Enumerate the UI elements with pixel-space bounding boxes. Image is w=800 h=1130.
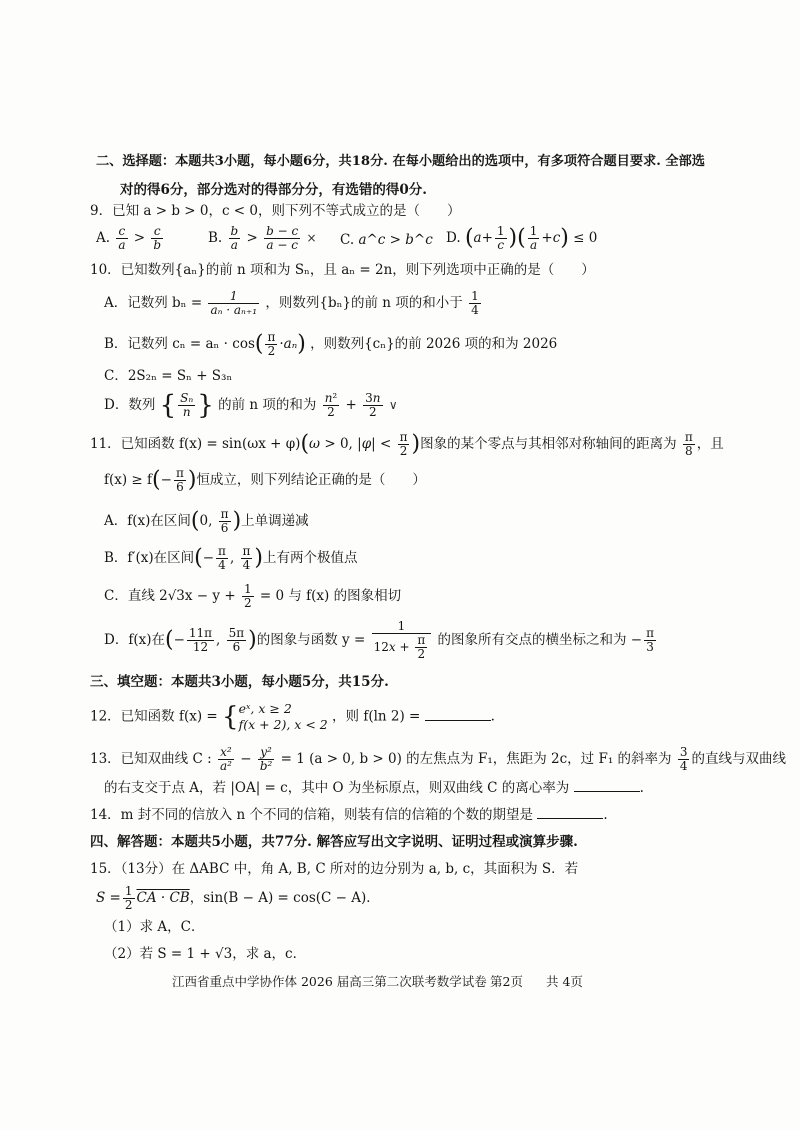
- q15-condition: S = $\frac{1}{2}$ CA · CB，sin(B − A) = cos(C − A)．: [96, 884, 380, 912]
- q14-answer-blank[interactable]: [537, 806, 603, 819]
- section4-title: 四、解答题：本题共5小题，共77分. 解答应写出文字说明、证明过程或演算步骤.: [90, 834, 578, 850]
- footer-total-pages: 共 4页: [546, 974, 583, 989]
- q10-handwritten-mark: ∨: [388, 398, 398, 412]
- footer-title: 江西省重点中学协作体 2026 届高三第二次联考数学试卷: [172, 974, 487, 989]
- q11-option-b: B．f′(x)在区间(− $\frac{\pi}{4}$ , $\frac{\pi}{4}$ )上有两个极值点: [104, 544, 358, 572]
- q9-option-c: C. a^c > b^c: [340, 232, 433, 248]
- section3-title: 三、填空题：本题共3小题，每小题5分，共15分.: [90, 674, 389, 690]
- section2-title: 二、选择题：本题共3小题，每小题6分，共18分. 在每小题给出的选项中，有多项符合题目要求. 全部选: [96, 154, 705, 169]
- q13-answer-blank[interactable]: [574, 779, 640, 792]
- q11-option-d: D．f(x)在(− $\frac{11\pi}{12}$ , $\frac{5\pi}{6}$ )的图象与函数 y = 1 12x + $\frac{\pi}{2}$ 的图象所有交点的横坐标之和为 − $\frac{\pi}{3}$: [104, 619, 655, 661]
- q12-stem: 12．已知函数 f(x) = { eˣ, x ≥ 2 f(x + 2), x < 2 ，则 f(ln 2) = .: [90, 701, 495, 732]
- q10-option-a: A．记数列 bₙ = $\frac{1}{\text{aₙ · aₙ₊₁}}$ ，则数列{bₙ}的前 n 项的和小于 $\frac{1}{4}$: [104, 289, 479, 317]
- q15-stem: 15．（13分）在 ΔABC 中，角 A, B, C 所对的边分别为 a, b, c，其面积为 S．若: [90, 861, 579, 877]
- q10-option-b: B．记数列 cₙ = aₙ · cos( $\frac{\pi}{2}$ ·aₙ) ，则数列{cₙ}的前 2026 项的和为 2026: [104, 330, 558, 358]
- q9-option-b: B. $\frac{b}{a}$ > $\frac{b - c}{a - c}$ ×: [208, 224, 317, 252]
- q11-option-a: A．f(x)在区间(0, $\frac{\pi}{6}$ )上单调递减: [104, 507, 309, 535]
- q15-subquestion-2: （2）若 S = 1 + √3，求 a，c．: [104, 946, 307, 962]
- q11-option-c: C．直线 2√3x − y + $\frac{1}{2}$ = 0 与 f(x) 的图象相切: [104, 582, 402, 610]
- q13-stem: 13．已知双曲线 C : $\frac{\text{x²}}{\text{a²}}$ − $\frac{\text{y²}}{\text{b²}}$ = 1 (a > 0, b > 0) 的左焦点为 F₁，焦距为 2c，过 F₁ 的斜率为 $\frac{3}{4}$ 的直线与双曲线: [90, 745, 786, 773]
- q15-subquestion-1: （1）求 A，C．: [104, 919, 205, 935]
- footer-page-number: 第2页: [490, 974, 523, 989]
- q9-option-a: A. $\frac{c}{a}$ > $\frac{c}{b}$: [96, 224, 162, 252]
- q11-stem: 11．已知函数 f(x) = sin(ωx + φ)(ω > 0, |φ| < $\frac{\pi}{2}$ )图象的某个零点与其相邻对称轴间的距离为 $\frac{\pi}{8}$ ，且: [90, 430, 724, 458]
- q10-option-d: D．数列 { $\frac{\text{Sₙ}}{n}$ } 的前 n 项的和为 $\frac{\text{n²}}{2}$ + $\frac{3n}{2}$ ∨: [104, 390, 398, 421]
- q12-answer-blank[interactable]: [425, 708, 491, 721]
- q9-option-d: D. (a+ $\frac{1}{c}$ )( $\frac{1}{a}$ +c) ≤ 0: [446, 224, 598, 252]
- q13-stem-line2: 的右支交于点 A，若 |OA| = c，其中 O 为坐标原点，则双曲线 C 的离心率为 .: [104, 780, 644, 796]
- q9-stem: 9．已知 a > b > 0，c < 0，则下列不等式成立的是（ ）: [90, 203, 461, 219]
- q10-option-c: C．2S₂ₙ = Sₙ + S₃ₙ: [104, 368, 233, 384]
- q9-handwritten-mark: ×: [306, 231, 317, 245]
- section2-title-cont: 对的得6分，部分选对的得部分分，有选错的得0分.: [120, 182, 427, 198]
- q11-stem-line2: f(x) ≥ f(− $\frac{\pi}{6}$ )恒成立，则下列结论正确的是（ ）: [104, 466, 426, 494]
- q14-stem: 14．m 封不同的信放入 n 个不同的信箱，则装有信的信箱的个数的期望是 .: [90, 807, 608, 823]
- q10-stem: 10．已知数列{aₙ}的前 n 项和为 Sₙ，且 aₙ = 2n，则下列选项中正确的是（ ）: [90, 262, 595, 278]
